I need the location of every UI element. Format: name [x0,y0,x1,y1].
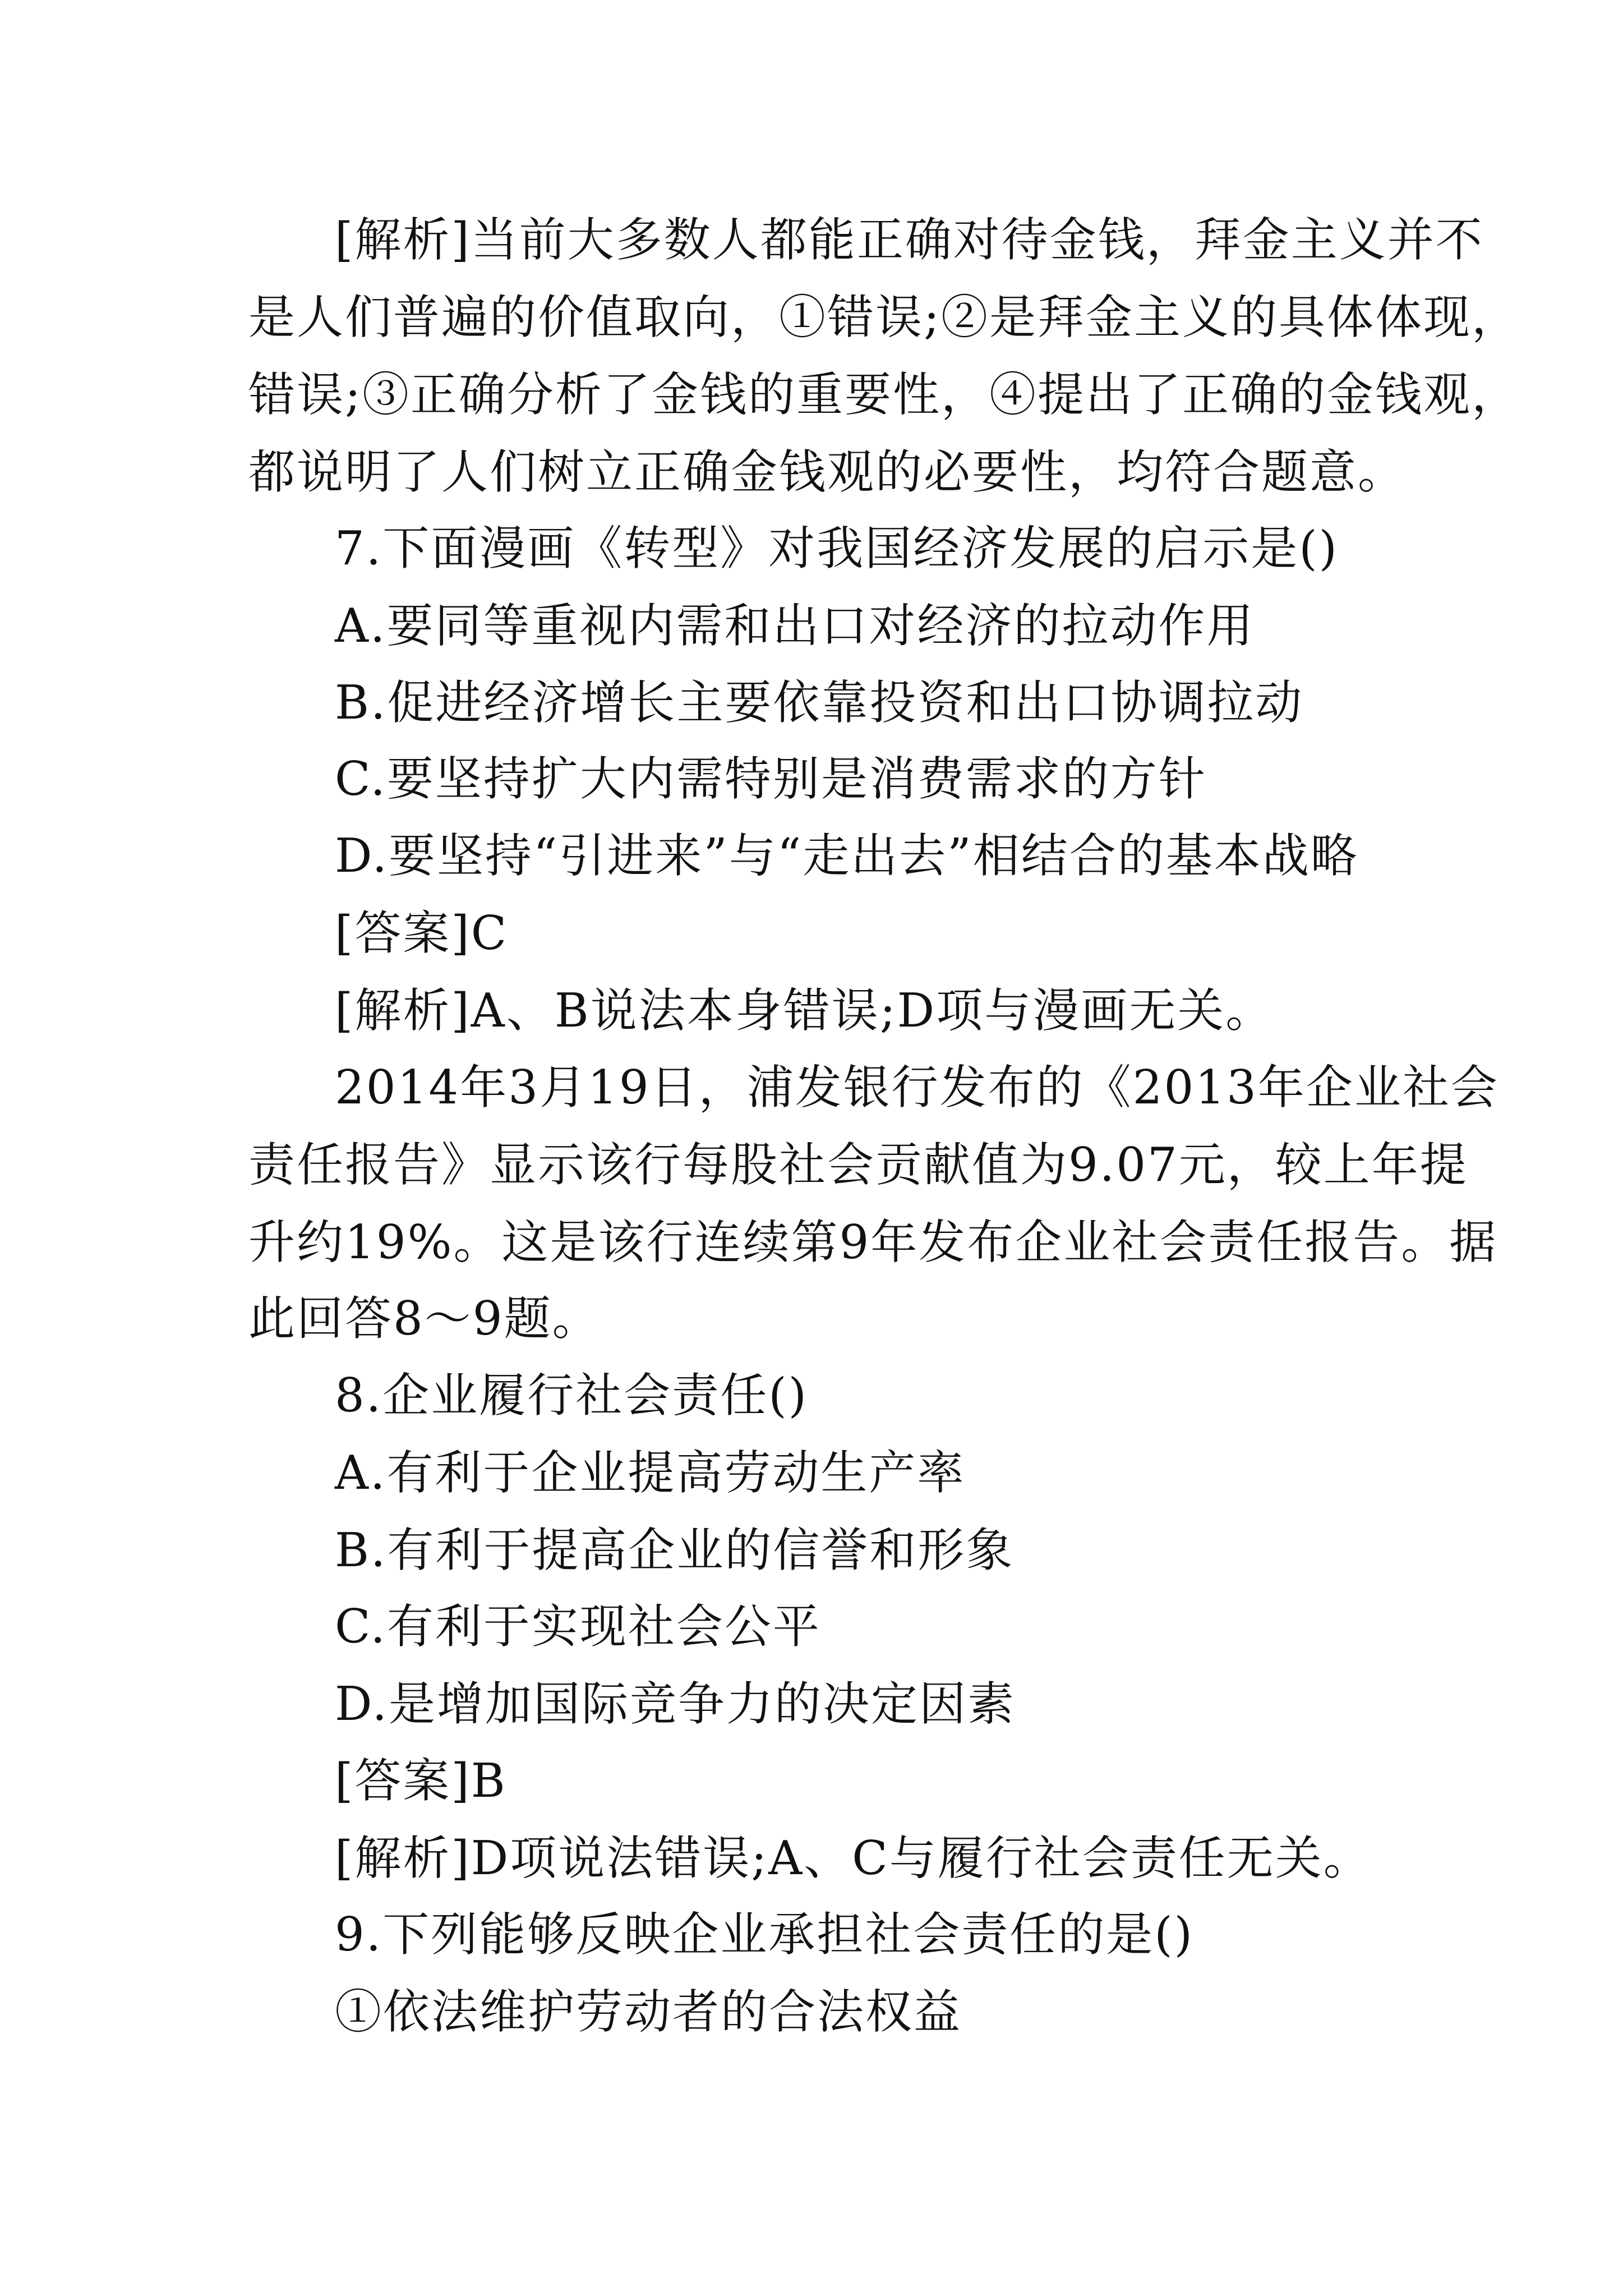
analysis-line: [解析]A、B说法本身错误;D项与漫画无关。 [335,983,1274,1038]
question-7-stem: 7.下面漫画《转型》对我国经济发展的启示是() [335,521,1339,576]
text-line: 错误;③正确分析了金钱的重要性，④提出了正确的金钱观， [248,367,1520,422]
text-line: 都说明了人们树立正确金钱观的必要性，均符合题意。 [248,445,1406,499]
text-line: 2014年3月19日，浦发银行发布的《2013年企业社会 [335,1060,1499,1115]
option-a: A.要同等重视内需和出口对经济的拉动作用 [335,599,1255,653]
question-9-stem: 9.下列能够反映企业承担社会责任的是() [335,1907,1194,1962]
answer-line: [答案]B [335,1754,507,1808]
option-c: C.有利于实现社会公平 [335,1599,821,1654]
text-line: 是人们普遍的价值取向，①错误;②是拜金主义的具体体现， [248,290,1520,344]
option-a: A.有利于企业提高劳动生产率 [335,1446,966,1500]
option-1: ①依法维护劳动者的合法权益 [335,1985,962,2039]
answer-line: [答案]C [335,906,509,960]
text-line: 此回答8～9题。 [248,1291,601,1346]
option-d: D.要坚持“引进来”与“走出去”相结合的基本战略 [335,829,1359,883]
analysis-line: [解析]D项说法错误;A、C与履行社会责任无关。 [335,1831,1372,1885]
text-line: 升约19%。这是该行连续第9年发布企业社会责任报告。据 [248,1215,1498,1269]
text-line: 责任报告》显示该行每股社会贡献值为9.07元，较上年提 [248,1138,1468,1192]
text-line: [解析]当前大多数人都能正确对待金钱，拜金主义并不 [335,213,1484,267]
option-d: D.是增加国际竞争力的决定因素 [335,1677,1016,1731]
option-b: B.有利于提高企业的信誉和形象 [335,1523,1015,1577]
option-c: C.要坚持扩大内需特别是消费需求的方针 [335,752,1207,806]
question-8-stem: 8.企业履行社会责任() [335,1368,808,1423]
option-b: B.促进经济增长主要依靠投资和出口协调拉动 [335,675,1304,730]
